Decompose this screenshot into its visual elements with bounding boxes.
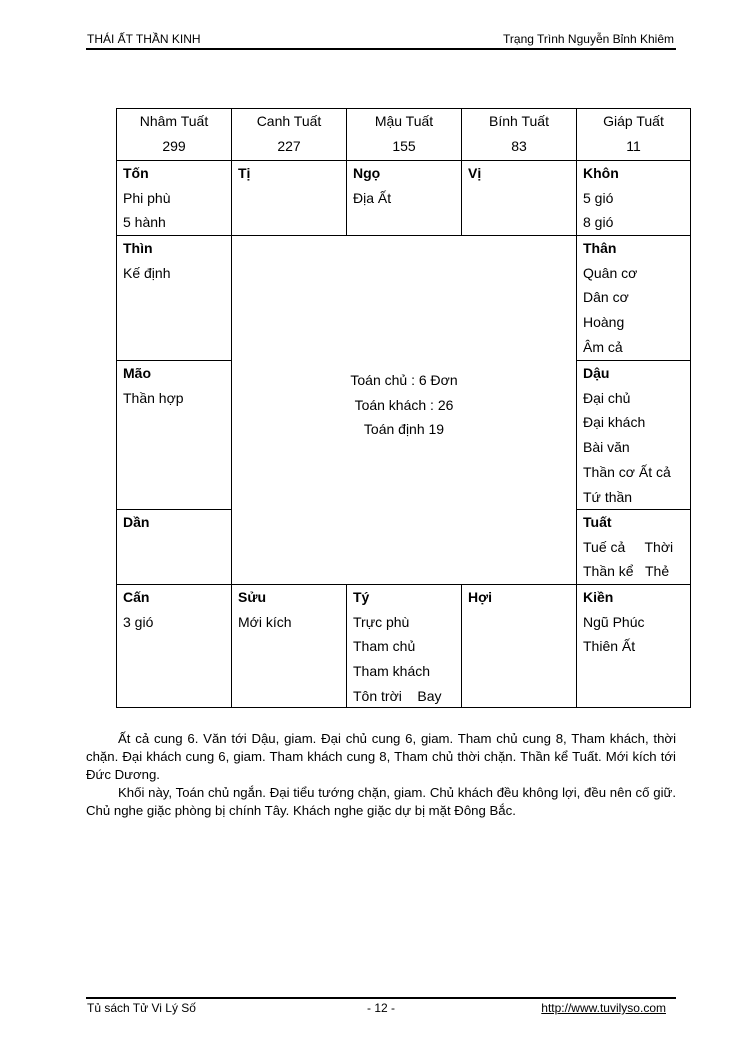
cell-khon (576, 160, 691, 236)
palace-title: Hợi (468, 589, 492, 605)
paragraph-2: Khối này, Toán chủ ngắn. Đại tiểu tướng chặn, giam. Chủ khách đều không lợi, đều nên cố giữ. Chủ nghe giặc phòng bị chính Tây. Khách nghe giặc dự bị mặt Đông Bắc. (86, 785, 676, 818)
palace-title: Mão (123, 365, 151, 381)
palace-line: Đại chủ (583, 389, 631, 406)
palace-line: Tôn trời Bay (353, 687, 442, 704)
palace-title: Sửu (238, 589, 267, 605)
palace-line: Dân cơ (583, 289, 629, 306)
cell-suu (231, 584, 347, 708)
center-cell (231, 235, 577, 585)
palace-line: Trực phù (353, 613, 410, 630)
cell-mao (116, 360, 232, 510)
cell-vi (461, 160, 577, 236)
header-cell-name: Bính Tuất (489, 113, 549, 129)
palace-title: Dậu (583, 365, 610, 381)
palace-line: Phi phù (123, 189, 171, 206)
header-cell-nham-tuat (116, 108, 232, 161)
palace-title: Thìn (123, 240, 153, 256)
cell-ti (231, 160, 347, 236)
cell-kien (576, 584, 691, 708)
palace-line: Đại khách (583, 414, 646, 431)
cell-ngo (346, 160, 462, 236)
running-header-author: Trạng Trình Nguyễn Bỉnh Khiêm (503, 32, 674, 46)
cell-dau (576, 360, 691, 510)
palace-line: Thần kể Thẻ (583, 563, 670, 580)
header-cell-canh-tuat (231, 108, 347, 161)
cell-can (116, 584, 232, 708)
palace-line: Quân cơ (583, 264, 638, 281)
palace-line: 8 gió (583, 214, 614, 231)
palace-line: Ngũ Phúc (583, 613, 645, 630)
palace-line: Tham khách (353, 663, 431, 680)
palace-title: Thân (583, 240, 617, 256)
palace-title: Ngọ (353, 165, 381, 181)
cell-than (576, 235, 691, 361)
paragraph-1: Ất cả cung 6. Văn tới Dậu, giam. Đại chủ cung 6, giam. Tham chủ cung 8, Tham khách, thời chặn. Đại khách cung 6, giam. Tham khách cung 8, Tham chủ thời chặn. Thần kể Tuất. Mới kích tới Đức Dương. (86, 731, 676, 782)
palace-line: Địa Ất (353, 189, 392, 206)
palace-title: Tuất (583, 514, 612, 530)
header-cell-name: Canh Tuất (256, 113, 322, 129)
header-cell-giap-tuat (576, 108, 691, 161)
palace-line: Kế định (123, 264, 171, 281)
header-rule (86, 48, 676, 50)
palace-line: Tứ thần (583, 488, 633, 505)
cell-thin (116, 235, 232, 361)
palace-title: Dần (123, 514, 150, 530)
toan-dinh: Toán định 19 (363, 421, 445, 438)
cell-ton (116, 160, 232, 236)
running-header-title: THÁI ẤT THẦN KINH (87, 32, 201, 46)
palace-line: Âm cả (583, 338, 623, 355)
palace-line: 5 gió (583, 189, 614, 206)
page-number: - 12 - (367, 1001, 396, 1015)
palace-title: Cấn (123, 589, 150, 605)
header-cell-value: 155 (392, 138, 416, 154)
palace-title: Tị (238, 165, 251, 181)
palace-line: Thần hợp (123, 389, 184, 406)
header-cell-value: 227 (277, 138, 301, 154)
toan-khach: Toán khách : 26 (354, 396, 454, 413)
cell-tuat (576, 509, 691, 585)
body-text (86, 730, 676, 820)
header-cell-name: Mậu Tuất (374, 113, 434, 129)
cell-dan (116, 509, 232, 585)
footer-rule (86, 997, 676, 999)
header-cell-binh-tuat (461, 108, 577, 161)
palace-title: Vị (468, 165, 482, 181)
header-cell-mau-tuat (346, 108, 462, 161)
palace-title: Khôn (583, 165, 619, 181)
palace-line: 3 gió (123, 613, 154, 630)
palace-line: Mới kích (238, 613, 292, 630)
palace-line: Tham chủ (353, 638, 416, 655)
cell-hoi (461, 584, 577, 708)
toan-chu: Toán chủ : 6 Đơn (350, 372, 458, 388)
palace-line: 5 hành (123, 214, 166, 231)
header-cell-name: Giáp Tuất (603, 113, 664, 129)
cell-ty (346, 584, 462, 708)
header-cell-value: 299 (162, 138, 186, 154)
palace-title: Kiền (583, 589, 614, 605)
header-cell-name: Nhâm Tuất (139, 113, 209, 129)
header-cell-value: 11 (626, 138, 641, 154)
palace-line: Hoàng (583, 314, 625, 331)
palace-title: Tốn (123, 165, 149, 181)
thai-at-chart-table (116, 108, 691, 708)
footer-book-series: Tủ sách Tử Vi Lý Số (87, 1001, 196, 1015)
palace-line: Thiên Ất (583, 638, 636, 655)
palace-title: Tý (353, 589, 370, 605)
header-cell-value: 83 (511, 138, 527, 154)
palace-line: Tuế cả Thời (583, 538, 674, 555)
palace-line: Bài văn (583, 439, 630, 456)
palace-line: Thần cơ Ất cả (583, 463, 671, 480)
footer-website-link[interactable]: http://www.tuvilyso.com (541, 1001, 666, 1015)
